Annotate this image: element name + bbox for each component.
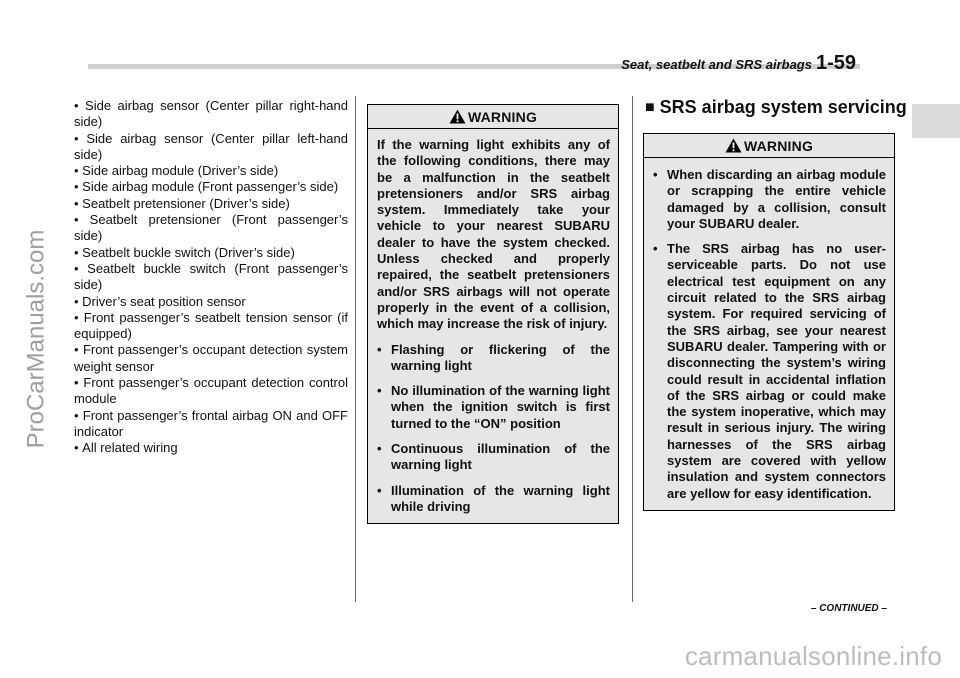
page-number: 1-59 xyxy=(815,52,856,74)
warning-box-servicing xyxy=(643,133,895,511)
list-item: • Front passenger’s seatbelt tension sensor (if equipped) xyxy=(74,310,348,343)
section-heading xyxy=(645,97,907,118)
list-item: • When discarding an airbag module or scrapping the entire vehicle damaged by a collision, consult your SUBARU dealer. xyxy=(653,167,886,232)
list-item: • Side airbag sensor (Center pillar right-hand side) xyxy=(74,98,348,131)
warning-heading xyxy=(368,105,618,129)
list-item: • Seatbelt buckle switch (Front passenger’s side) xyxy=(74,261,348,294)
list-item: • Front passenger’s occupant detection control module xyxy=(74,375,348,408)
warning-triangle-icon xyxy=(449,109,466,124)
warning-items xyxy=(653,167,886,502)
column-divider-right xyxy=(632,96,633,602)
section-title: SRS airbag system servicing xyxy=(659,97,907,117)
list-item: • Front passenger’s frontal airbag ON and OFF indicator xyxy=(74,408,348,441)
warning-triangle-icon xyxy=(725,138,742,153)
warning-body xyxy=(368,129,618,523)
list-item: • Side airbag module (Front passenger’s side) xyxy=(74,179,348,195)
list-item: • No illumination of the warning light when the ignition switch is first turned to the “ON” position xyxy=(377,383,610,432)
side-watermark-text: ProCarManuals.com xyxy=(22,229,49,449)
component-list xyxy=(74,98,348,457)
warning-intro: If the warning light exhibits any of the following conditions, there may be a malfunction in the seatbelt pretensioners and/or SRS airbag system. Immediately take your vehicle to your nearest SUBARU dealer to have the system checked. Unless checked and properly repaired, the seatbelt pretensioners and/or SRS airbags will not operate properly in the event of a collision, which may increase the risk of injury. xyxy=(377,137,610,332)
chapter-tab xyxy=(912,104,960,138)
list-item: • Driver’s seat position sensor xyxy=(74,294,348,310)
header-title: Seat, seatbelt and SRS airbags xyxy=(621,57,812,72)
warning-box-indicator xyxy=(367,104,619,524)
list-item: • Side airbag sensor (Center pillar left-hand side) xyxy=(74,131,348,164)
warning-heading-text: WARNING xyxy=(467,108,538,125)
warning-heading xyxy=(644,134,894,158)
list-item: • Seatbelt pretensioner (Driver’s side) xyxy=(74,196,348,212)
bottom-watermark: carmanualsonline.info xyxy=(684,641,942,671)
warning-conditions xyxy=(377,342,610,516)
list-item: • Illumination of the warning light while driving xyxy=(377,483,610,516)
warning-body xyxy=(644,167,894,510)
warning-heading-text: WARNING xyxy=(743,137,814,154)
running-header xyxy=(621,52,856,75)
column-divider-left xyxy=(355,96,356,602)
section-marker: ■ xyxy=(645,98,655,116)
list-item: • Seatbelt pretensioner (Front passenger’s side) xyxy=(74,212,348,245)
side-watermark xyxy=(16,0,56,678)
list-item: • Side airbag module (Driver’s side) xyxy=(74,163,348,179)
list-item: • Continuous illumination of the warning light xyxy=(377,441,610,474)
list-item: • The SRS airbag has no user-serviceable parts. Do not use electrical test equipment on any circuit related to the SRS airbag system. For required servicing of the SRS airbag, see your nearest SUBARU dealer. Tampering with or disconnecting the system’s wiring could result in accidental inflation of the SRS airbag or could make the system inoperative, which may result in serious injury. The wiring harnesses of the SRS airbag system are covered with yellow insulation and system connectors are yellow for easy identification. xyxy=(653,241,886,502)
list-item: • Seatbelt buckle switch (Driver’s side) xyxy=(74,245,348,261)
continued-note: – CONTINUED – xyxy=(810,603,887,614)
list-item: • Flashing or flickering of the warning light xyxy=(377,342,610,375)
list-item: • All related wiring xyxy=(74,440,348,456)
list-item: • Front passenger’s occupant detection system weight sensor xyxy=(74,342,348,375)
